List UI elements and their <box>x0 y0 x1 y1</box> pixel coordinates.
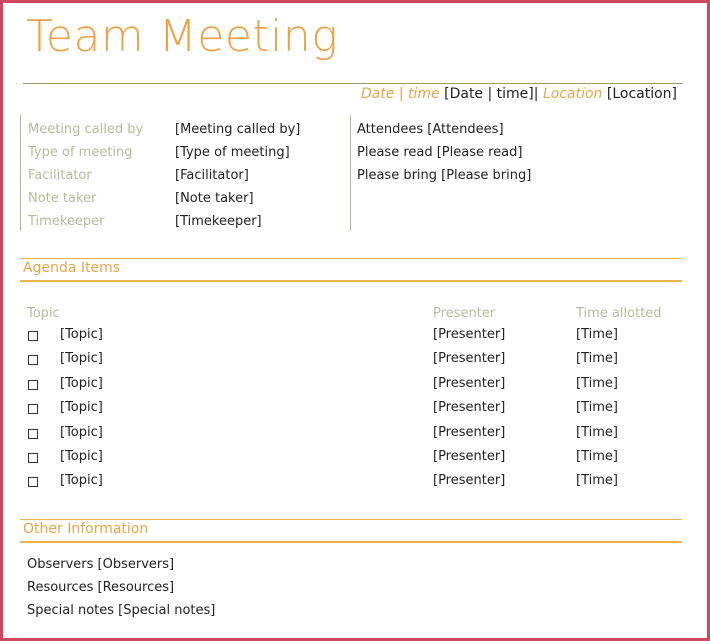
agenda-presenter[interactable]: [Presenter] <box>433 376 506 391</box>
agenda-presenter[interactable]: [Presenter] <box>433 327 506 342</box>
agenda-row <box>3 425 703 445</box>
agenda-presenter[interactable]: [Presenter] <box>433 425 506 440</box>
agenda-row <box>3 327 703 347</box>
info-label-type: Type of meeting <box>28 145 133 160</box>
date-time-value[interactable]: [Date | time] <box>444 86 534 102</box>
agenda-topic[interactable]: [Topic] <box>60 376 103 391</box>
info-value-timekeeper[interactable]: [Timekeeper] <box>175 214 262 229</box>
agenda-topic[interactable]: [Topic] <box>60 449 103 464</box>
page-title: Team Meeting <box>26 11 339 62</box>
agenda-row <box>3 376 703 396</box>
special-notes-line[interactable]: Special notes [Special notes] <box>27 603 216 618</box>
date-label: Date <box>360 86 395 102</box>
agenda-presenter[interactable]: [Presenter] <box>433 449 506 464</box>
agenda-row <box>3 449 703 469</box>
checkbox-icon[interactable] <box>28 380 38 390</box>
column-header-time: Time allotted <box>576 306 662 321</box>
agenda-time[interactable]: [Time] <box>576 425 618 440</box>
agenda-topic[interactable]: [Topic] <box>60 351 103 366</box>
info-left-rule <box>20 115 21 231</box>
resources-line[interactable]: Resources [Resources] <box>27 580 175 595</box>
agenda-time[interactable]: [Time] <box>576 449 618 464</box>
attendees-line[interactable]: Attendees [Attendees] <box>357 122 504 137</box>
agenda-presenter[interactable]: [Presenter] <box>433 351 506 366</box>
agenda-section-header <box>20 258 682 282</box>
observers-line[interactable]: Observers [Observers] <box>27 557 175 572</box>
column-header-presenter: Presenter <box>433 306 496 321</box>
agenda-time[interactable]: [Time] <box>576 400 618 415</box>
other-info-section-header <box>20 519 682 543</box>
agenda-topic[interactable]: [Topic] <box>60 425 103 440</box>
agenda-topic[interactable]: [Topic] <box>60 400 103 415</box>
info-label-called-by: Meeting called by <box>28 122 144 137</box>
agenda-time[interactable]: [Time] <box>576 351 618 366</box>
checkbox-icon[interactable] <box>28 404 38 414</box>
date-time-separator: | <box>398 86 404 102</box>
checkbox-icon[interactable] <box>28 453 38 463</box>
time-label: time <box>408 86 440 102</box>
info-label-note-taker: Note taker <box>28 191 97 206</box>
agenda-presenter[interactable]: [Presenter] <box>433 400 506 415</box>
agenda-row <box>3 473 703 493</box>
checkbox-icon[interactable] <box>28 477 38 487</box>
please-read-line[interactable]: Please read [Please read] <box>357 145 523 160</box>
agenda-time[interactable]: [Time] <box>576 327 618 342</box>
column-header-topic: Topic <box>27 306 60 321</box>
info-label-facilitator: Facilitator <box>28 168 92 183</box>
info-value-called-by[interactable]: [Meeting called by] <box>175 122 301 137</box>
info-label-timekeeper: Timekeeper <box>28 214 105 229</box>
checkbox-icon[interactable] <box>28 355 38 365</box>
location-value[interactable]: [Location] <box>606 86 677 102</box>
title-divider <box>23 83 683 84</box>
agenda-presenter[interactable]: [Presenter] <box>433 473 506 488</box>
checkbox-icon[interactable] <box>28 429 38 439</box>
agenda-row <box>3 351 703 371</box>
agenda-row <box>3 400 703 420</box>
agenda-heading: Agenda Items <box>23 260 121 276</box>
checkbox-icon[interactable] <box>28 331 38 341</box>
location-label: Location <box>542 86 603 102</box>
info-middle-rule <box>350 115 351 231</box>
agenda-time[interactable]: [Time] <box>576 473 618 488</box>
agenda-time[interactable]: [Time] <box>576 376 618 391</box>
info-value-type[interactable]: [Type of meeting] <box>175 145 290 160</box>
location-separator: | <box>533 86 539 102</box>
other-info-heading: Other Information <box>23 521 149 537</box>
please-bring-line[interactable]: Please bring [Please bring] <box>357 168 532 183</box>
info-value-facilitator[interactable]: [Facilitator] <box>175 168 249 183</box>
date-location-line <box>361 86 677 102</box>
agenda-topic[interactable]: [Topic] <box>60 327 103 342</box>
info-value-note-taker[interactable]: [Note taker] <box>175 191 254 206</box>
agenda-topic[interactable]: [Topic] <box>60 473 103 488</box>
